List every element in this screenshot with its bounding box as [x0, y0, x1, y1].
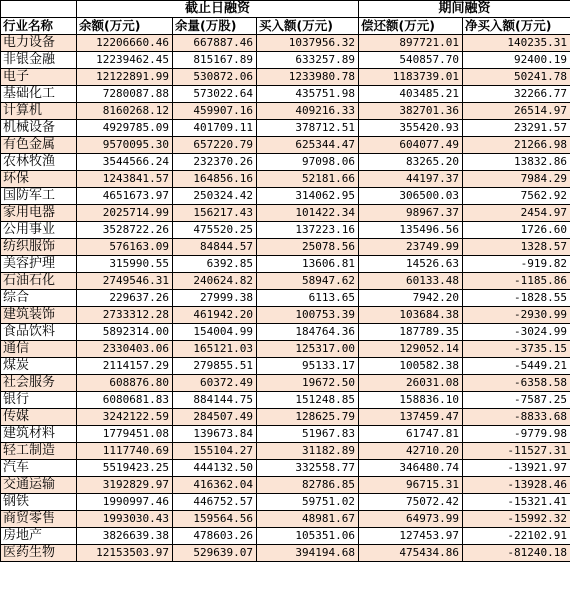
- cell-balance: 7280087.88: [77, 86, 173, 103]
- cell-volume: 461942.20: [173, 307, 257, 324]
- cell-industry: 轻工制造: [1, 443, 77, 460]
- cell-balance: 1993030.43: [77, 511, 173, 528]
- cell-volume: 164856.16: [173, 171, 257, 188]
- cell-net-buy: -81240.18: [463, 545, 570, 562]
- cell-net-buy: -11527.31: [463, 443, 570, 460]
- cell-industry: 机械设备: [1, 120, 77, 137]
- cell-repay: 127453.97: [359, 528, 463, 545]
- cell-repay: 7942.20: [359, 290, 463, 307]
- table-row: [1, 103, 570, 120]
- cell-volume: 279855.51: [173, 358, 257, 375]
- cell-industry: 建筑装饰: [1, 307, 77, 324]
- table-row: [1, 443, 570, 460]
- cell-volume: 529639.07: [173, 545, 257, 562]
- cell-repay: 158836.10: [359, 392, 463, 409]
- cell-volume: 478603.26: [173, 528, 257, 545]
- cell-repay: 14526.63: [359, 256, 463, 273]
- cell-industry: 通信: [1, 341, 77, 358]
- cell-buy: 6113.65: [257, 290, 359, 307]
- cell-buy: 58947.62: [257, 273, 359, 290]
- cell-buy: 128625.79: [257, 409, 359, 426]
- column-header-repay: 偿还额(万元): [359, 18, 463, 35]
- cell-buy: 51967.83: [257, 426, 359, 443]
- table-row: [1, 69, 570, 86]
- cell-balance: 5519423.25: [77, 460, 173, 477]
- cell-balance: 5892314.00: [77, 324, 173, 341]
- cell-industry: 电子: [1, 69, 77, 86]
- cell-net-buy: 21266.98: [463, 137, 570, 154]
- column-header-industry: 行业名称: [1, 18, 77, 35]
- table-body: [1, 35, 570, 562]
- cell-volume: 284507.49: [173, 409, 257, 426]
- cell-net-buy: -22102.91: [463, 528, 570, 545]
- cell-volume: 657220.79: [173, 137, 257, 154]
- cell-volume: 6392.85: [173, 256, 257, 273]
- cell-balance: 4651673.97: [77, 188, 173, 205]
- cell-volume: 250324.42: [173, 188, 257, 205]
- table-row: [1, 273, 570, 290]
- cell-balance: 1990997.46: [77, 494, 173, 511]
- cell-industry: 美容护理: [1, 256, 77, 273]
- cell-repay: 44197.37: [359, 171, 463, 188]
- cell-industry: 房地产: [1, 528, 77, 545]
- cell-industry: 基础化工: [1, 86, 77, 103]
- cell-buy: 332558.77: [257, 460, 359, 477]
- cell-buy: 97098.06: [257, 154, 359, 171]
- table-header: [1, 1, 570, 35]
- cell-industry: 煤炭: [1, 358, 77, 375]
- cell-repay: 137459.47: [359, 409, 463, 426]
- cell-volume: 573022.64: [173, 86, 257, 103]
- cell-repay: 604077.49: [359, 137, 463, 154]
- column-header-balance: 余额(万元): [77, 18, 173, 35]
- cell-volume: 446752.57: [173, 494, 257, 511]
- cell-repay: 42710.20: [359, 443, 463, 460]
- cell-net-buy: 23291.57: [463, 120, 570, 137]
- cell-net-buy: 26514.97: [463, 103, 570, 120]
- cell-net-buy: -7587.25: [463, 392, 570, 409]
- cell-net-buy: 32266.77: [463, 86, 570, 103]
- table-row: [1, 494, 570, 511]
- cell-balance: 1117740.69: [77, 443, 173, 460]
- cell-repay: 540857.70: [359, 52, 463, 69]
- table-row: [1, 307, 570, 324]
- table-row: [1, 545, 570, 562]
- table-row: [1, 528, 570, 545]
- cell-industry: 石油石化: [1, 273, 77, 290]
- cell-industry: 综合: [1, 290, 77, 307]
- cell-volume: 159564.56: [173, 511, 257, 528]
- cell-industry: 传媒: [1, 409, 77, 426]
- cell-net-buy: -8833.68: [463, 409, 570, 426]
- cell-balance: 12239462.45: [77, 52, 173, 69]
- cell-balance: 2733312.28: [77, 307, 173, 324]
- cell-repay: 355420.93: [359, 120, 463, 137]
- cell-repay: 100582.38: [359, 358, 463, 375]
- cell-buy: 394194.68: [257, 545, 359, 562]
- table-row: [1, 171, 570, 188]
- table-row: [1, 409, 570, 426]
- table-row: [1, 324, 570, 341]
- header-group-end-balance: 截止日融资: [77, 1, 359, 18]
- table-row: [1, 460, 570, 477]
- cell-buy: 151248.85: [257, 392, 359, 409]
- cell-repay: 103684.38: [359, 307, 463, 324]
- cell-balance: 6080681.83: [77, 392, 173, 409]
- cell-net-buy: -919.82: [463, 256, 570, 273]
- table-row: [1, 188, 570, 205]
- cell-balance: 2330403.06: [77, 341, 173, 358]
- cell-buy: 19672.50: [257, 375, 359, 392]
- cell-net-buy: -3735.15: [463, 341, 570, 358]
- cell-repay: 26031.08: [359, 375, 463, 392]
- cell-buy: 100753.39: [257, 307, 359, 324]
- cell-balance: 1243841.57: [77, 171, 173, 188]
- cell-repay: 135496.56: [359, 222, 463, 239]
- table-row: [1, 426, 570, 443]
- cell-volume: 401709.11: [173, 120, 257, 137]
- table-row: [1, 137, 570, 154]
- cell-balance: 2025714.99: [77, 205, 173, 222]
- table-row: [1, 375, 570, 392]
- cell-industry: 银行: [1, 392, 77, 409]
- header-group-blank: [1, 1, 77, 18]
- cell-net-buy: -3024.99: [463, 324, 570, 341]
- cell-volume: 84844.57: [173, 239, 257, 256]
- cell-industry: 商贸零售: [1, 511, 77, 528]
- cell-buy: 48981.67: [257, 511, 359, 528]
- cell-industry: 食品饮料: [1, 324, 77, 341]
- cell-repay: 96715.31: [359, 477, 463, 494]
- column-header-buy: 买入额(万元): [257, 18, 359, 35]
- table-row: [1, 35, 570, 52]
- column-header-net-buy: 净买入额(万元): [463, 18, 570, 35]
- cell-repay: 306500.03: [359, 188, 463, 205]
- cell-volume: 165121.03: [173, 341, 257, 358]
- table-row: [1, 358, 570, 375]
- cell-volume: 154004.99: [173, 324, 257, 341]
- cell-balance: 608876.80: [77, 375, 173, 392]
- cell-industry: 国防军工: [1, 188, 77, 205]
- cell-net-buy: -1185.86: [463, 273, 570, 290]
- cell-volume: 815167.89: [173, 52, 257, 69]
- cell-industry: 公用事业: [1, 222, 77, 239]
- cell-buy: 31182.89: [257, 443, 359, 460]
- cell-volume: 530872.06: [173, 69, 257, 86]
- cell-net-buy: -13921.97: [463, 460, 570, 477]
- cell-net-buy: -13928.46: [463, 477, 570, 494]
- cell-net-buy: -2930.99: [463, 307, 570, 324]
- cell-repay: 1183739.01: [359, 69, 463, 86]
- cell-volume: 156217.43: [173, 205, 257, 222]
- cell-net-buy: -9779.98: [463, 426, 570, 443]
- table-row: [1, 239, 570, 256]
- cell-buy: 625344.47: [257, 137, 359, 154]
- cell-volume: 667887.46: [173, 35, 257, 52]
- cell-repay: 382701.36: [359, 103, 463, 120]
- table-row: [1, 290, 570, 307]
- cell-net-buy: 92400.19: [463, 52, 570, 69]
- header-columns-row: [1, 18, 570, 35]
- cell-buy: 435751.98: [257, 86, 359, 103]
- table-row: [1, 120, 570, 137]
- cell-industry: 医药生物: [1, 545, 77, 562]
- cell-balance: 3528722.26: [77, 222, 173, 239]
- cell-repay: 75072.42: [359, 494, 463, 511]
- table-row: [1, 205, 570, 222]
- cell-buy: 1037956.32: [257, 35, 359, 52]
- cell-net-buy: -15992.32: [463, 511, 570, 528]
- cell-balance: 3826639.38: [77, 528, 173, 545]
- cell-balance: 229637.26: [77, 290, 173, 307]
- cell-repay: 475434.86: [359, 545, 463, 562]
- cell-repay: 129052.14: [359, 341, 463, 358]
- cell-buy: 101422.34: [257, 205, 359, 222]
- cell-balance: 2114157.29: [77, 358, 173, 375]
- cell-industry: 环保: [1, 171, 77, 188]
- table-row: [1, 154, 570, 171]
- cell-repay: 83265.20: [359, 154, 463, 171]
- table-row: [1, 392, 570, 409]
- cell-buy: 633257.89: [257, 52, 359, 69]
- cell-buy: 82786.85: [257, 477, 359, 494]
- cell-balance: 2749546.31: [77, 273, 173, 290]
- cell-repay: 346480.74: [359, 460, 463, 477]
- cell-repay: 61747.81: [359, 426, 463, 443]
- cell-industry: 建筑材料: [1, 426, 77, 443]
- column-header-volume: 余量(万股): [173, 18, 257, 35]
- cell-volume: 27999.38: [173, 290, 257, 307]
- cell-buy: 13606.81: [257, 256, 359, 273]
- cell-balance: 12122891.99: [77, 69, 173, 86]
- cell-buy: 59751.02: [257, 494, 359, 511]
- cell-volume: 155104.27: [173, 443, 257, 460]
- cell-net-buy: 140235.31: [463, 35, 570, 52]
- cell-balance: 8160268.12: [77, 103, 173, 120]
- cell-buy: 95133.17: [257, 358, 359, 375]
- cell-net-buy: -15321.41: [463, 494, 570, 511]
- cell-industry: 汽车: [1, 460, 77, 477]
- cell-buy: 105351.06: [257, 528, 359, 545]
- cell-balance: 3192829.97: [77, 477, 173, 494]
- cell-repay: 897721.01: [359, 35, 463, 52]
- cell-net-buy: 1328.57: [463, 239, 570, 256]
- table-row: [1, 477, 570, 494]
- cell-volume: 444132.50: [173, 460, 257, 477]
- cell-buy: 25078.56: [257, 239, 359, 256]
- table-row: [1, 511, 570, 528]
- cell-volume: 475520.25: [173, 222, 257, 239]
- table-row: [1, 86, 570, 103]
- header-group-row: [1, 1, 570, 18]
- cell-net-buy: 1726.60: [463, 222, 570, 239]
- cell-buy: 409216.33: [257, 103, 359, 120]
- cell-balance: 3544566.24: [77, 154, 173, 171]
- cell-industry: 交通运输: [1, 477, 77, 494]
- cell-volume: 139673.84: [173, 426, 257, 443]
- cell-industry: 农林牧渔: [1, 154, 77, 171]
- cell-buy: 1233980.78: [257, 69, 359, 86]
- header-group-period: 期间融资: [359, 1, 570, 18]
- cell-balance: 4929785.09: [77, 120, 173, 137]
- cell-volume: 416362.04: [173, 477, 257, 494]
- cell-buy: 378712.51: [257, 120, 359, 137]
- cell-industry: 家用电器: [1, 205, 77, 222]
- cell-buy: 314062.95: [257, 188, 359, 205]
- cell-volume: 232370.26: [173, 154, 257, 171]
- cell-balance: 3242122.59: [77, 409, 173, 426]
- cell-net-buy: 2454.97: [463, 205, 570, 222]
- cell-industry: 钢铁: [1, 494, 77, 511]
- cell-balance: 12206660.46: [77, 35, 173, 52]
- cell-repay: 187789.35: [359, 324, 463, 341]
- cell-repay: 403485.21: [359, 86, 463, 103]
- cell-industry: 计算机: [1, 103, 77, 120]
- cell-industry: 电力设备: [1, 35, 77, 52]
- cell-buy: 184764.36: [257, 324, 359, 341]
- cell-industry: 社会服务: [1, 375, 77, 392]
- cell-volume: 459907.16: [173, 103, 257, 120]
- cell-volume: 60372.49: [173, 375, 257, 392]
- cell-balance: 9570095.30: [77, 137, 173, 154]
- cell-balance: 576163.09: [77, 239, 173, 256]
- cell-industry: 有色金属: [1, 137, 77, 154]
- table-row: [1, 52, 570, 69]
- table-row: [1, 341, 570, 358]
- cell-industry: 非银金融: [1, 52, 77, 69]
- cell-balance: 315990.55: [77, 256, 173, 273]
- cell-repay: 98967.37: [359, 205, 463, 222]
- cell-buy: 125317.00: [257, 341, 359, 358]
- cell-repay: 23749.99: [359, 239, 463, 256]
- cell-repay: 60133.48: [359, 273, 463, 290]
- cell-net-buy: -5449.21: [463, 358, 570, 375]
- cell-buy: 52181.66: [257, 171, 359, 188]
- cell-net-buy: -6358.58: [463, 375, 570, 392]
- cell-repay: 64973.99: [359, 511, 463, 528]
- cell-industry: 纺织服饰: [1, 239, 77, 256]
- cell-buy: 137223.16: [257, 222, 359, 239]
- cell-net-buy: 13832.86: [463, 154, 570, 171]
- cell-balance: 1779451.08: [77, 426, 173, 443]
- cell-net-buy: 7984.29: [463, 171, 570, 188]
- table-row: [1, 256, 570, 273]
- cell-net-buy: 7562.92: [463, 188, 570, 205]
- cell-net-buy: -1828.55: [463, 290, 570, 307]
- table-row: [1, 222, 570, 239]
- cell-volume: 240624.82: [173, 273, 257, 290]
- cell-balance: 12153503.97: [77, 545, 173, 562]
- cell-volume: 884144.75: [173, 392, 257, 409]
- cell-net-buy: 50241.78: [463, 69, 570, 86]
